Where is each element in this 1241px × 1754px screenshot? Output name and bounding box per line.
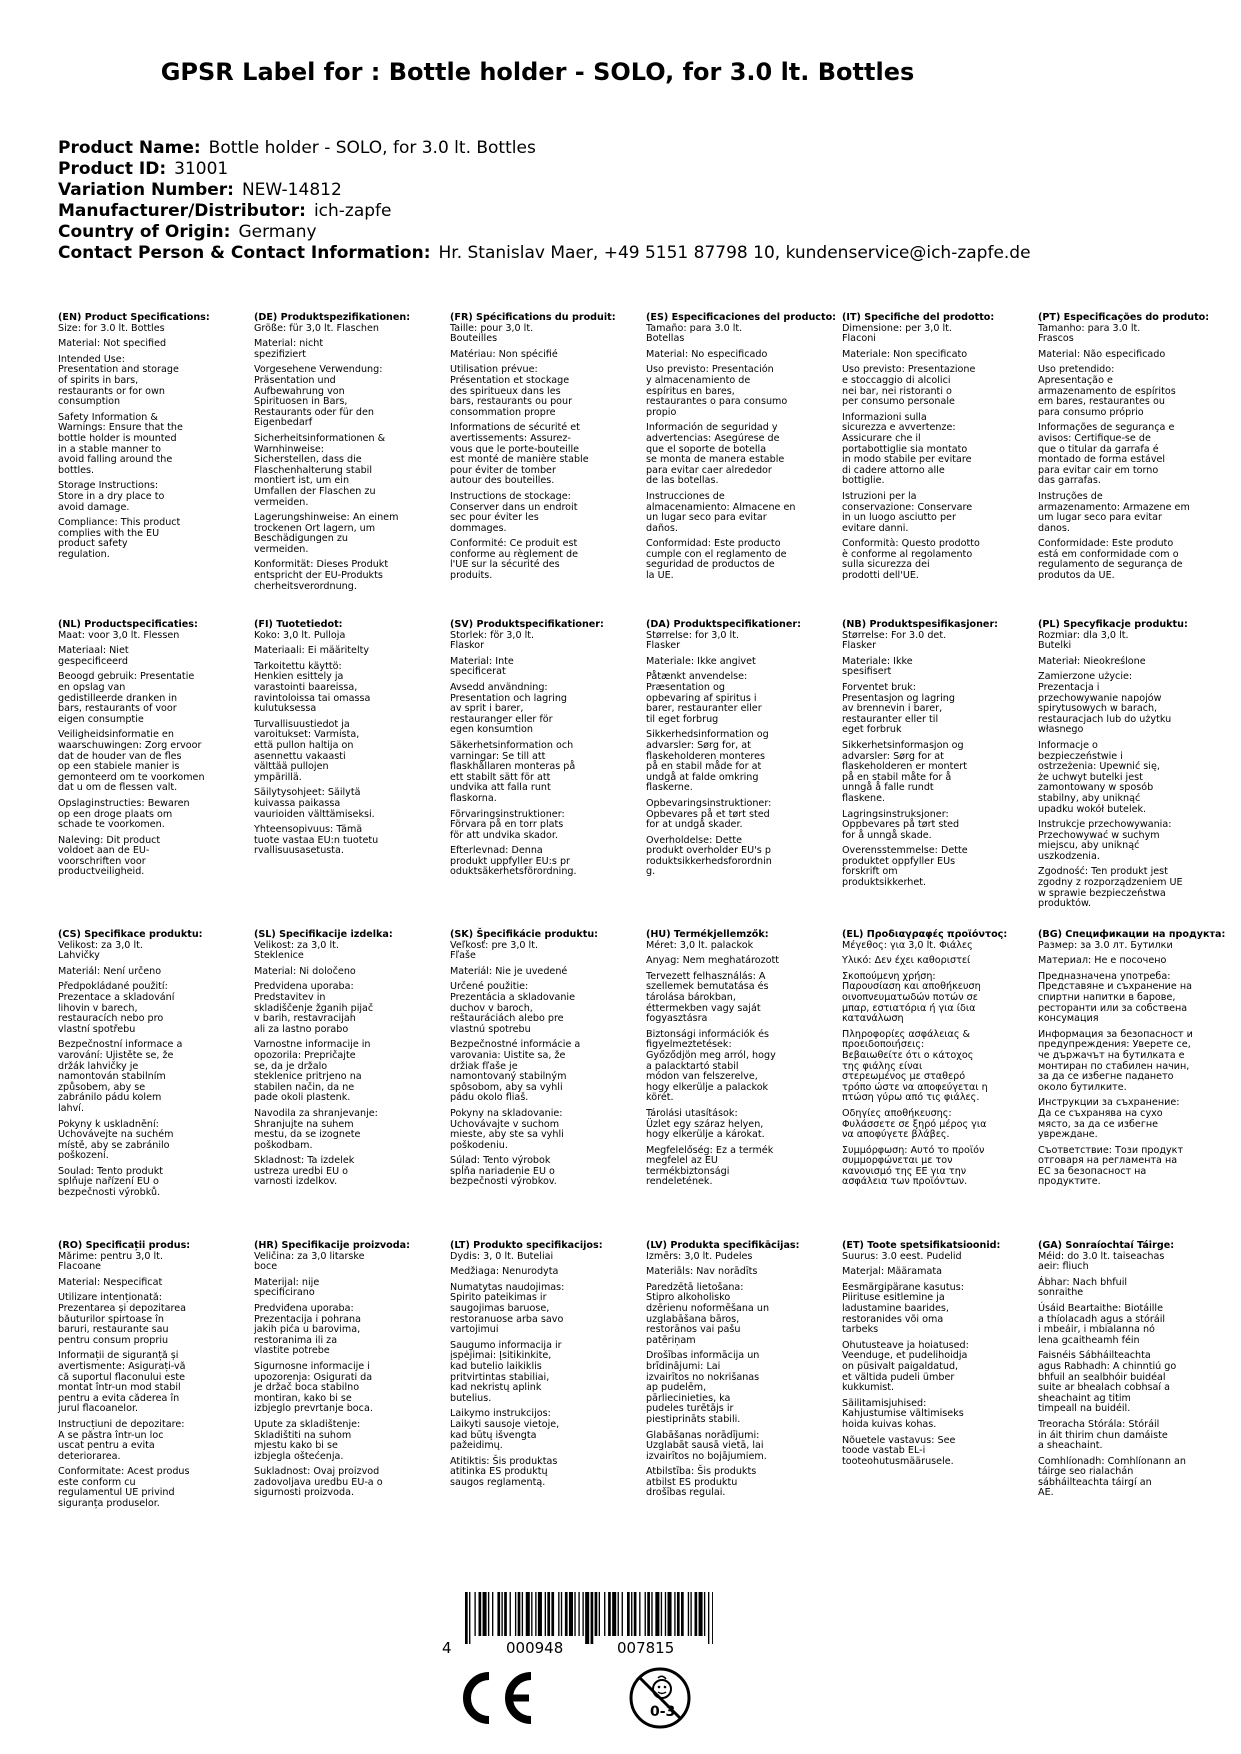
spec-paragraph: Conformitate: Acest produs este conform cu regulamentul UE privind siguranța produselor.: [58, 1466, 190, 1510]
barcode-bar: [708, 1592, 709, 1644]
spec-paragraph: Tarkoitettu käyttö: Henkien esittely ja varastointi baareissa, ravintoloissa tai omassa kulutuksessa: [254, 660, 371, 715]
spec-paragraph: Konformität: Dieses Produkt entspricht der EU-Produkts cherheitsverordnung.: [254, 559, 389, 592]
barcode-bar: [474, 1592, 475, 1636]
spec-paragraph: Påtænkt anvendelse: Præsentation og opbevaring af spiritus i barer, restauranter eller til eget forbrug: [646, 671, 762, 725]
spec-paragraph: Materiale: Ikke spesifisert: [842, 655, 913, 678]
spec-paragraph: Forventet bruk: Presentasjon og lagring av brennevin i barer, restauranter eller til eget forbruk: [842, 681, 955, 736]
barcode-bar: [661, 1592, 662, 1636]
spec-paragraph: Размер: за 3.0 лт. Бутилки: [1038, 939, 1173, 951]
barcode-bar: [547, 1592, 550, 1636]
barcode-bar: [604, 1592, 605, 1636]
spec-block: [254, 620, 432, 857]
spec-paragraph: Mărime: pentru 3,0 lt. Flacoane: [58, 1250, 163, 1273]
spec-paragraph: Säilytysohjeet: Säilytä kuivassa paikassa vaurioiden välttämiseksi.: [254, 787, 375, 820]
spec-paragraph: Bezpečnostní informace a varování: Ujistěte se, že držák lahvičky je namontován stabilním způsobem, aby se zabránilo pádu kolem lahví.: [58, 1039, 183, 1114]
spec-paragraph: Rozmiar: dla 3,0 lt. Butelki: [1038, 629, 1129, 652]
spec-paragraph: Tamanho: para 3.0 lt. Frascos: [1038, 322, 1141, 345]
info-value: Germany: [238, 222, 317, 242]
barcode-bar: [585, 1592, 589, 1644]
barcode-bar: [631, 1592, 632, 1636]
spec-paragraph: Materiál: Není určeno: [58, 965, 162, 977]
barcode-bar: [469, 1592, 470, 1644]
spec-paragraph: Συμμόρφωση: Αυτό το προϊόν συμμορφώνεται με τον κανονισμό της ΕΕ για την ασφάλεια των προϊόντων.: [842, 1144, 985, 1188]
barcode-bar: [518, 1592, 521, 1636]
spec-block-header: (DA) Produktspecifikationer:: [646, 619, 801, 630]
info-value: 31001: [174, 159, 229, 179]
barcode-bar: [569, 1592, 573, 1636]
spec-paragraph: Opbevaringsinstruktioner: Opbevares på et tørt sted for at undgå skader.: [646, 797, 772, 831]
spec-paragraph: Taille: pour 3,0 lt. Bouteilles: [450, 322, 534, 345]
spec-paragraph: Skladnost: Ta izdelek ustreza uredbi EU o varnosti izdelkov.: [254, 1155, 355, 1188]
spec-paragraph: Efterlevnad: Denna produkt uppfyller EU:s pr oduktsäkerhetsförordning.: [450, 845, 577, 878]
spec-paragraph: Glabāšanas norādījumi: Uzglabāt sausā vietā, lai izvairītos no bojājumiem.: [646, 1429, 767, 1462]
age-text: 0-3: [650, 1704, 676, 1720]
barcode-bar: [612, 1592, 616, 1636]
spec-paragraph: Instructions de stockage: Conserver dans un endroit sec pour éviter les dommages.: [450, 490, 578, 534]
barcode-bar: [634, 1592, 637, 1636]
barcode-group-2: 007815: [617, 1639, 675, 1657]
spec-paragraph: Méid: do 3.0 lt. taiseachas aeir: fliuch: [1038, 1250, 1165, 1273]
spec-paragraph: Bezpečnostné informácie a varovania: Uistite sa, že držiak fľaše je namontovaný stabilným spôsobom, aby sa vyhli pádu okolo fliaš.: [450, 1039, 581, 1104]
spec-paragraph: Anyag: Nem meghatározott: [646, 955, 780, 967]
spec-paragraph: Информация за безопасност и предупреждения: Уверете се, че държачът на бутилката е монтиран по стабилен начин, за да се избегне падането около бутилките.: [1038, 1028, 1193, 1093]
spec-paragraph: Utilizare intenționată: Prezentarea și depozitarea băuturilor spirtoase în baruri, restaurante sau pentru consum propriu: [58, 1292, 186, 1346]
spec-paragraph: Материал: Не е посочено: [1038, 955, 1167, 967]
spec-paragraph: Säkerhetsinformation och varningar: Se till att flaskhållaren monteras på ett stabilt sätt för att undvika att falla runt flaskorna.: [450, 739, 576, 804]
spec-block-header: (EN) Product Specifications:: [58, 312, 210, 323]
spec-paragraph: Maat: voor 3,0 lt. Flessen: [58, 629, 180, 641]
spec-block: [646, 1241, 824, 1499]
info-label: Contact Person & Contact Information:: [58, 243, 431, 263]
barcode-bar: [591, 1592, 594, 1644]
barcode-bar: [531, 1592, 532, 1636]
spec-paragraph: Faisnéis Sábháilteachta agus Rabhadh: A chinntiú go bhfuil an sealbhóir buidéal suite ar bhealach cobhsaí a sheachaint ag titim timpeall na buidéil.: [1038, 1350, 1177, 1415]
spec-block-header: (PL) Specyfikacje produktu:: [1038, 619, 1188, 630]
ce-mark-icon: [453, 1670, 535, 1726]
barcode-bar: [538, 1592, 542, 1636]
spec-block: [842, 1241, 1020, 1467]
spec-paragraph: Suurus: 3.0 eest. Pudelid: [842, 1250, 962, 1262]
spec-paragraph: Förvaringsinstruktioner: Förvara på en torr plats för att undvika skador.: [450, 808, 565, 841]
spec-paragraph: Overensstemmelse: Dette produktet oppfyller EUs forskrift om produktsikkerhet.: [842, 845, 968, 889]
info-label: Variation Number:: [58, 180, 234, 200]
info-label: Product Name:: [58, 138, 201, 158]
spec-paragraph: Storage Instructions: Store in a dry place to avoid damage.: [58, 480, 165, 513]
spec-block-header: (CS) Specifikace produktu:: [58, 929, 203, 940]
barcode-bar: [651, 1592, 652, 1636]
spec-paragraph: Istruzioni per la conservazione: Conservare in un luogo asciutto per evitare danni.: [842, 490, 973, 534]
spec-paragraph: Предназначена употреба: Представяне и съхранение на спиртни напитки в барове, ресторанти или за собствена консумация: [1038, 970, 1193, 1025]
spec-block: [58, 313, 236, 560]
page-title: GPSR Label for : Bottle holder - SOLO, for 3.0 lt. Bottles: [160, 58, 915, 86]
barcode-bar: [561, 1592, 562, 1636]
info-value: NEW-14812: [241, 180, 342, 200]
spec-paragraph: Materijal: nije specificirano: [254, 1276, 320, 1299]
barcode-bar: [515, 1592, 516, 1636]
barcode-bar: [677, 1592, 680, 1636]
barcode-bar: [655, 1592, 659, 1636]
barcode-bar: [522, 1592, 523, 1636]
barcode-bar: [488, 1592, 489, 1636]
barcode-bar: [608, 1592, 611, 1636]
spec-paragraph: Conformidad: Este producto cumple con el reglamento de seguridad de productos de la UE.: [646, 538, 787, 582]
spec-paragraph: Lagerungshinweise: An einem trockenen Ort lagern, um Beschädigungen zu vermeiden.: [254, 512, 399, 555]
spec-paragraph: Laikymo instrukcijos: Laikyti sausoje vietoje, kad būtų išvengta pažeidimų.: [450, 1408, 560, 1452]
barcode-bar: [535, 1592, 536, 1636]
spec-paragraph: Úsáid Beartaithe: Biotáille a thíolacadh agus a stóráil i mbeáir, i mbialanna nó lena gcaitheamh féin: [1038, 1302, 1166, 1346]
spec-paragraph: Material: Nespecificat: [58, 1276, 163, 1288]
spec-block: [254, 313, 432, 592]
spec-paragraph: Zgodność: Ten produkt jest zgodny z rozporządzeniem UE w sprawie bezpieczeństwa produktów.: [1038, 866, 1183, 910]
spec-block-header: (IT) Specifiche del prodotto:: [842, 312, 995, 323]
barcode-bar: [712, 1592, 713, 1644]
spec-paragraph: Sigurnosne informacije i upozorenja: Osigurati da je držač boca stabilno montiran, kako bi se izbjeglo prevrtanje boca.: [254, 1360, 373, 1415]
spec-paragraph: Size: for 3.0 lt. Bottles: [58, 322, 165, 334]
info-row-country: [58, 222, 1031, 243]
age-warning-0-3-icon: [628, 1666, 692, 1730]
spec-paragraph: Materiał: Nieokreślone: [1038, 655, 1146, 667]
spec-block-header: (HU) Termékjellemzők:: [646, 929, 769, 940]
spec-paragraph: Informações de segurança e avisos: Certifique-se de que o titular da garrafa é montado de forma estável para evitar cair em torno das garrafas.: [1038, 422, 1175, 487]
spec-paragraph: Uso previsto: Presentazione e stoccaggio di alcolici nei bar, nei ristoranti o per consumo personale: [842, 364, 976, 408]
spec-paragraph: Sikkerhetsinformasjon og advarsler: Sørg for at flaskeholderen er montert på en stabil måte for å unngå å falle rundt flaskene.: [842, 739, 967, 804]
spec-paragraph: Numatytas naudojimas: Spirito pateikimas ir saugojimas baruose, restoranuose arba savo vartojimui: [450, 1281, 565, 1336]
barcode: [465, 1592, 713, 1644]
spec-paragraph: Ábhar: Nach bhfuil sonraithe: [1038, 1276, 1128, 1299]
barcode-bar: [699, 1592, 703, 1636]
spec-paragraph: Turvallisuustiedot ja varoitukset: Varmista, että pullon haltija on asennettu vakaasti välttää pullojen ympärillä.: [254, 718, 360, 783]
spec-block-header: (RO) Specificații produs:: [58, 1240, 191, 1251]
spec-block: [1038, 1241, 1216, 1499]
barcode-bar: [497, 1592, 500, 1636]
spec-paragraph: Materiaali: Ei määritelty: [254, 645, 370, 657]
spec-paragraph: Opslaginstructies: Bewaren op een droge plaats om schade te voorkomen.: [58, 797, 190, 831]
spec-paragraph: Materiál: Nie je uvedené: [450, 965, 568, 977]
barcode-bar: [545, 1592, 546, 1636]
spec-paragraph: Materiale: Ikke angivet: [646, 655, 756, 667]
spec-paragraph: Størrelse: for 3,0 lt. Flasker: [646, 629, 740, 652]
spec-block: [842, 930, 1020, 1188]
barcode-bar: [704, 1592, 705, 1636]
spec-block: [646, 930, 824, 1188]
spec-block-header: (PT) Especificações do produto:: [1038, 312, 1210, 323]
info-row-product-id: [58, 159, 1031, 180]
spec-paragraph: Treoracha Stórála: Stóráil in áit thirim chun damáiste a sheachaint.: [1038, 1418, 1168, 1452]
barcode-bar: [595, 1592, 598, 1636]
spec-paragraph: Soulad: Tento produkt splňuje nařízení EU o bezpečnosti výrobků.: [58, 1165, 164, 1199]
barcode-bar: [674, 1592, 675, 1636]
spec-paragraph: Medžiaga: Nenurodyta: [450, 1266, 559, 1278]
barcode-bar: [665, 1592, 666, 1636]
spec-paragraph: Materiale: Non specificato: [842, 348, 968, 360]
spec-block: [450, 620, 628, 878]
product-info: [58, 138, 1031, 264]
spec-paragraph: Größe: für 3,0 lt. Flaschen: [254, 322, 379, 334]
info-value: Bottle holder - SOLO, for 3.0 lt. Bottles: [208, 138, 536, 158]
spec-paragraph: Conformité: Ce produit est conforme au règlement de l'UE sur la sécurité des produits.: [450, 538, 578, 582]
spec-paragraph: Material: Não especificado: [1038, 348, 1166, 360]
spec-paragraph: Pokyny na skladovanie: Uchovávajte v suchom mieste, aby ste sa vyhli poškodeniu.: [450, 1107, 564, 1151]
spec-block-header: (ES) Especificaciones del producto:: [646, 312, 837, 323]
spec-paragraph: Yhteensopivuus: Tämä tuote vastaa EU:n tuotetu rvallisuusasetusta.: [254, 824, 379, 857]
spec-paragraph: Material: Ni določeno: [254, 965, 356, 977]
spec-block-header: (EL) Προδιαγραφές προϊόντος:: [842, 929, 1008, 940]
spec-paragraph: Určené použitie: Prezentácia a skladovanie duchov v baroch, reštauráciách alebo pre vlastnú spotrebu: [450, 981, 575, 1035]
spec-paragraph: Upute za skladištenje: Skladištiti na suhom mjestu kako bi se izbjegla oštećenja.: [254, 1418, 361, 1462]
spec-block: [58, 620, 236, 878]
spec-paragraph: Méret: 3,0 lt. palackok: [646, 939, 754, 951]
spec-block: [450, 1241, 628, 1488]
spec-paragraph: Comhlíonadh: Comhlíonann an táirge seo rialachán sábháilteachta táirgí an AE.: [1038, 1455, 1186, 1499]
barcode-bar: [479, 1592, 482, 1636]
spec-paragraph: Material: Inte specificerat: [450, 655, 514, 678]
barcode-bar: [618, 1592, 619, 1636]
spec-paragraph: Atbilstība: Šis produkts atbilst ES produktu drošības regulai.: [646, 1466, 757, 1499]
info-row-contact: [58, 243, 1031, 264]
spec-block-header: (DE) Produktspezifikationen:: [254, 312, 411, 323]
spec-paragraph: Overholdelse: Dette produkt overholder EU's p roduktsikkerhedsforordnin g.: [646, 834, 772, 878]
spec-block: [58, 930, 236, 1199]
spec-block: [842, 620, 1020, 889]
spec-paragraph: Materiaal: Niet gespecificeerd: [58, 645, 129, 667]
info-value: Hr. Stanislav Maer, +49 5151 87798 10, kundenservice@ich-zapfe.de: [438, 243, 1031, 263]
spec-paragraph: Sikkerhedsinformation og advarsler: Sørg for, at flaskeholderen monteres på en stabil måde for at undgå at falde omkring flaskerne.: [646, 729, 769, 794]
barcode-bar: [574, 1592, 575, 1636]
spec-paragraph: Dydis: 3, 0 lt. Buteliai: [450, 1250, 554, 1262]
barcode-bar: [681, 1592, 684, 1636]
spec-paragraph: Veľkosť: pre 3,0 lt. Fľaše: [450, 939, 539, 962]
spec-paragraph: Dimensione: per 3,0 lt. Flaconi: [842, 322, 952, 345]
spec-paragraph: Izmērs: 3,0 lt. Pudeles: [646, 1250, 753, 1262]
info-row-product-name: [58, 138, 1031, 159]
barcode-first-digit: 4: [442, 1639, 452, 1657]
barcode-bar: [668, 1592, 672, 1636]
spec-paragraph: Informazioni sulla sicurezza e avvertenze: Assicurare che il portabottiglie sia montato in modo stabile per evitare di cadere attorno alle bottiglie.: [842, 411, 972, 487]
spec-paragraph: Nõuetele vastavus: See toode vastab EL-i tooteohutusmäärusele.: [842, 1434, 956, 1467]
spec-paragraph: Material: No especificado: [646, 348, 768, 360]
spec-paragraph: Storlek: för 3,0 lt. Flaskor: [450, 629, 535, 652]
spec-paragraph: Predviđena uporaba: Prezentacija i pohrana jakih pića u barovima, restoranima ili za vlastite potrebe: [254, 1302, 361, 1357]
spec-block-header: (LT) Produkto specifikacijos:: [450, 1240, 603, 1251]
barcode-bar: [558, 1592, 559, 1636]
spec-paragraph: Saugumo informacija ir įspėjimai: Įsitikinkite, kad butelio laikiklis pritvirtintas stabiliai, kad nekristų aplink butelius.: [450, 1339, 562, 1404]
barcode-group-1: 000948: [506, 1639, 564, 1657]
spec-paragraph: Οδηγίες αποθήκευσης: Φυλάσσετε σε ξηρό μέρος για να αποφύγετε βλάβες.: [842, 1107, 987, 1141]
spec-paragraph: Paredzētā lietošana: Stipro alkoholisko dzērienu noformēšana un uzglabāšana bāros, restorānos vai pašu patēriņam: [646, 1281, 770, 1346]
spec-block-header: (HR) Specifikacije proizvoda:: [254, 1240, 410, 1251]
spec-paragraph: Zamierzone użycie: Prezentacja i przechowywanie napojów spirytusowych w barach, restauracjach lub do użytku własnego: [1038, 671, 1172, 736]
spec-paragraph: Velikost: za 3,0 lt. Steklenice: [254, 939, 339, 962]
spec-block-header: (NB) Produktspesifikasjoner:: [842, 619, 999, 630]
spec-paragraph: Conformidade: Este produto está em conformidade com o regulamento de segurança de produtos da UE.: [1038, 538, 1183, 582]
barcode-bar: [627, 1592, 630, 1636]
spec-paragraph: Ohutusteave ja hoiatused: Veenduge, et pudelihoidja on püsivalt paigaldatud, et vältida pudeli ümber kukkumist.: [842, 1339, 969, 1394]
spec-block: [450, 930, 628, 1188]
spec-paragraph: Atitiktis: Šis produktas atitinka ES produktų saugos reglamentą.: [450, 1455, 558, 1488]
spec-block: [1038, 929, 1226, 1188]
info-value: ich-zapfe: [313, 201, 392, 221]
spec-paragraph: Instrucțiuni de depozitare: A se păstra într-un loc uscat pentru a evita deteriorarea.: [58, 1418, 185, 1462]
barcode-bar: [510, 1592, 511, 1636]
spec-paragraph: Съответствие: Този продукт отговаря на регламента на ЕС за безопасност на продуктите.: [1038, 1144, 1184, 1188]
spec-paragraph: Materiāls: Nav norādīts: [646, 1266, 758, 1278]
barcode-bar: [688, 1592, 689, 1636]
info-label: Country of Origin:: [58, 222, 231, 242]
barcode-bar: [690, 1592, 691, 1636]
spec-paragraph: Intended Use: Presentation and storage of spirits in bars, restaurants or for own consumption: [58, 353, 179, 408]
spec-paragraph: Información de seguridad y advertencias: Asegúrese de que el soporte de botella se monta de manera estable para evitar caer alrededor de las botellas.: [646, 422, 785, 487]
spec-paragraph: Veličina: za 3,0 litarske boce: [254, 1250, 365, 1273]
spec-paragraph: Tamaño: para 3.0 lt. Botellas: [646, 322, 743, 345]
spec-paragraph: Súlad: Tento výrobok spĺňa nariadenie EU o bezpečnosti výrobkov.: [450, 1155, 557, 1188]
spec-block-header: (NL) Productspecificaties:: [58, 619, 198, 630]
spec-paragraph: Beoogd gebruik: Presentatie en opslag van gedistilleerde dranken in bars, restaurants of voor eigen consumptie: [58, 671, 195, 725]
spec-block: [842, 313, 1020, 582]
spec-paragraph: Veiligheidsinformatie en waarschuwingen: Zorg ervoor dat de houder van de fles op een stabiele manier is gemonteerd om te voorkomen dat u om de flessen valt.: [58, 729, 205, 794]
spec-block: [1038, 313, 1216, 582]
info-label: Product ID:: [58, 159, 167, 179]
spec-block-header: (ET) Toote spetsifikatsioonid:: [842, 1240, 1001, 1251]
spec-paragraph: Μέγεθος: για 3,0 lt. Φιάλες: [842, 939, 973, 951]
barcode-bar: [501, 1592, 502, 1636]
spec-paragraph: Materjal: Määramata: [842, 1266, 942, 1278]
spec-paragraph: Drošības informācija un brīdinājumi: Lai izvairītos no nokrišanas ap pudelēm, pārliecinieties, ka pudeles turētājs ir piestiprināts stabili.: [646, 1350, 760, 1425]
spec-paragraph: Koko: 3,0 lt. Pulloja: [254, 629, 346, 641]
spec-paragraph: Sukladnost: Ovaj proizvod zadovoljava uredbu EU-a o sigurnosti proizvoda.: [254, 1466, 383, 1499]
spec-paragraph: Informații de siguranță și avertismente: Asigurați-vă că suportul flaconului este montat într-un mod stabil pentru a evita căderea în jurul flacoanelor.: [58, 1350, 186, 1415]
barcode-bar: [465, 1592, 468, 1644]
spec-paragraph: Utilisation prévue: Présentation et stockage des spiritueux dans les bars, restaurants ou pour consommation propre: [450, 364, 573, 418]
spec-paragraph: Avsedd användning: Presentation och lagring av sprit i barer, restauranger eller för egen konsumtion: [450, 681, 567, 736]
spec-block-header: (SK) Špecifikácie produktu:: [450, 929, 599, 940]
info-label: Manufacturer/Distributor:: [58, 201, 306, 221]
spec-paragraph: Biztonsági információk és figyelmeztetések: Győződjön meg arról, hogy a palacktartó stabil módon van felszerelve, hogy elkerülje a palackok körét.: [646, 1028, 776, 1104]
spec-paragraph: Uso previsto: Presentación y almacenamiento de espíritus en bares, restaurantes o para consumo propio: [646, 364, 788, 418]
spec-paragraph: Tervezett felhasználás: A szellemek bemutatása és tárolása bárokban, éttermekben vagy saját fogyasztásra: [646, 970, 769, 1025]
spec-paragraph: Υλικό: Δεν έχει καθοριστεί: [842, 955, 971, 967]
spec-paragraph: Instruções de armazenamento: Armazene em um lugar seco para evitar danos.: [1038, 490, 1190, 534]
barcode-bar: [645, 1592, 646, 1636]
spec-block-header: (FI) Tuotetiedot:: [254, 619, 343, 630]
spec-paragraph: Instrukcje przechowywania: Przechowywać w suchym miejscu, aby uniknąć uszkodzenia.: [1038, 819, 1172, 862]
spec-paragraph: Predvidena uporaba: Predstavitev in skladiščenje žganih pijač v barih, restavracijah ali za lastno porabo: [254, 981, 374, 1035]
barcode-bar: [578, 1592, 579, 1636]
barcode-bar: [639, 1592, 640, 1636]
spec-paragraph: Safety Information & Warnings: Ensure that the bottle holder is mounted in a stable manner to avoid falling around the bottles.: [58, 411, 183, 476]
spec-block: [646, 620, 824, 878]
spec-paragraph: Matériau: Non spécifié: [450, 348, 558, 360]
spec-paragraph: Säilitamisjuhised: Kahjustumise vältimiseks hoida kuivas kohas.: [842, 1397, 964, 1430]
barcode-bar: [622, 1592, 623, 1636]
barcode-bar: [647, 1592, 650, 1636]
spec-block: [1038, 620, 1216, 910]
spec-paragraph: Vorgesehene Verwendung: Präsentation und Aufbewahrung von Spirituosen in Bars, Restaurants oder für den Eigenbedarf: [254, 364, 383, 429]
spec-paragraph: Compliance: This product complies with the EU product safety regulation.: [58, 517, 181, 560]
spec-paragraph: Conformità: Questo prodotto è conforme al regolamento sulla sicurezza dei prodotti dell'UE.: [842, 538, 980, 582]
spec-paragraph: Informations de sécurité et avertissements: Assurez- vous que le porte-bouteille est monté de manière stable pour éviter de tomber autour des bouteilles.: [450, 422, 589, 487]
spec-block: [254, 1241, 432, 1499]
info-row-variation-number: [58, 180, 1031, 201]
spec-paragraph: Instrucciones de almacenamiento: Almacene en un lugar seco para evitar daños.: [646, 490, 796, 534]
spec-paragraph: Megfelelőség: Ez a termék megfelel az EU termékbiztonsági rendeletének.: [646, 1144, 774, 1188]
spec-paragraph: Πληροφορίες ασφάλειας & προειδοποιήσεις: Βεβαιωθείτε ότι ο κάτοχος της φιάλης είναι στερεωμένος με σταθερό τρόπο ώστε να αποφεύγεται η πτώση γύρω από τις φιάλες.: [842, 1028, 988, 1104]
spec-paragraph: Navodila za shranjevanje: Shranjujte na suhem mestu, da se izognete poškodbam.: [254, 1107, 378, 1151]
barcode-bar: [483, 1592, 487, 1636]
info-row-manufacturer: [58, 201, 1031, 222]
spec-paragraph: Předpokládané použití: Prezentace a skladování lihovin v barech, restauracích nebo pro vlastní spotřebu: [58, 981, 175, 1035]
spec-block: [646, 312, 837, 582]
spec-block: [450, 313, 628, 582]
spec-block-header: (SV) Produktspecifikationer:: [450, 619, 604, 630]
spec-block-header: (GA) Sonraíochtaí Táirge:: [1038, 1240, 1175, 1251]
spec-paragraph: Eesmärgipärane kasutus: Piirituse esitlemine ja ladustamine baarides, restoranides või oma tarbeks: [842, 1281, 964, 1336]
barcode-bar: [599, 1592, 600, 1636]
barcode-bar: [504, 1592, 507, 1636]
spec-paragraph: Størrelse: For 3.0 det. Flasker: [842, 629, 947, 652]
spec-block-header: (LV) Produkta specifikācijas:: [646, 1240, 800, 1251]
barcode-bar: [565, 1592, 568, 1636]
spec-paragraph: Tárolási utasítások: Üzlet egy száraz helyen, hogy elkerülje a károkat.: [646, 1107, 765, 1141]
spec-block: [58, 1241, 236, 1510]
barcode-bar: [695, 1592, 698, 1636]
spec-block-header: (FR) Spécifications du produit:: [450, 312, 616, 323]
spec-paragraph: Uso pretendido: Apresentação e armazenamento de espíritos em bares, restaurantes ou para consumo próprio: [1038, 364, 1176, 418]
spec-paragraph: Pokyny k uskladnění: Uchovávejte na suchém místě, aby se zabránilo poškození.: [58, 1118, 174, 1162]
spec-paragraph: Material: nicht spezifiziert: [254, 338, 324, 360]
barcode-bar: [551, 1592, 554, 1636]
spec-block: [254, 930, 432, 1188]
spec-paragraph: Material: Not specified: [58, 338, 167, 350]
spec-paragraph: Σκοπούμενη χρήση: Παρουσίαση και αποθήκευση οινοπνευματωδών ποτών σε μπαρ, εστιατόρια ή για ίδια κατανάλωση: [842, 970, 981, 1025]
barcode-bar: [582, 1592, 583, 1636]
spec-paragraph: Naleving: Dit product voldoet aan de EU- voorschriften voor productveiligheid.: [58, 834, 161, 878]
spec-paragraph: Sicherheitsinformationen & Warnhinweise: Sicherstellen, dass die Flaschenhalterung stabil montiert ist, um ein Umfallen der Flaschen zu vermeiden.: [254, 432, 386, 508]
barcode-bar: [492, 1592, 493, 1636]
spec-paragraph: Informacje o bezpieczeństwie i ostrzeżenia: Upewnić się, że uchwyt butelki jest zamontowany w sposób stabilny, aby uniknąć upadku wokół butelek.: [1038, 739, 1160, 815]
spec-block-header: (SL) Specifikacije izdelka:: [254, 929, 393, 940]
barcode-bar: [526, 1592, 530, 1636]
spec-paragraph: Varnostne informacije in opozorila: Prepričajte se, da je držalo steklenice pritrjeno na stabilen način, da ne pade okoli plastenk.: [254, 1039, 371, 1104]
spec-paragraph: Инструкции за съхранение: Да се съхранява на сухо място, за да се избегне увреждане.: [1038, 1097, 1180, 1141]
spec-paragraph: Lagringsinstruksjoner: Oppbevares på tørt sted for å unngå skade.: [842, 808, 960, 841]
spec-block-header: (BG) Спецификации на продукта:: [1038, 929, 1226, 940]
spec-paragraph: Velikost: za 3,0 lt. Lahvičky: [58, 939, 143, 962]
